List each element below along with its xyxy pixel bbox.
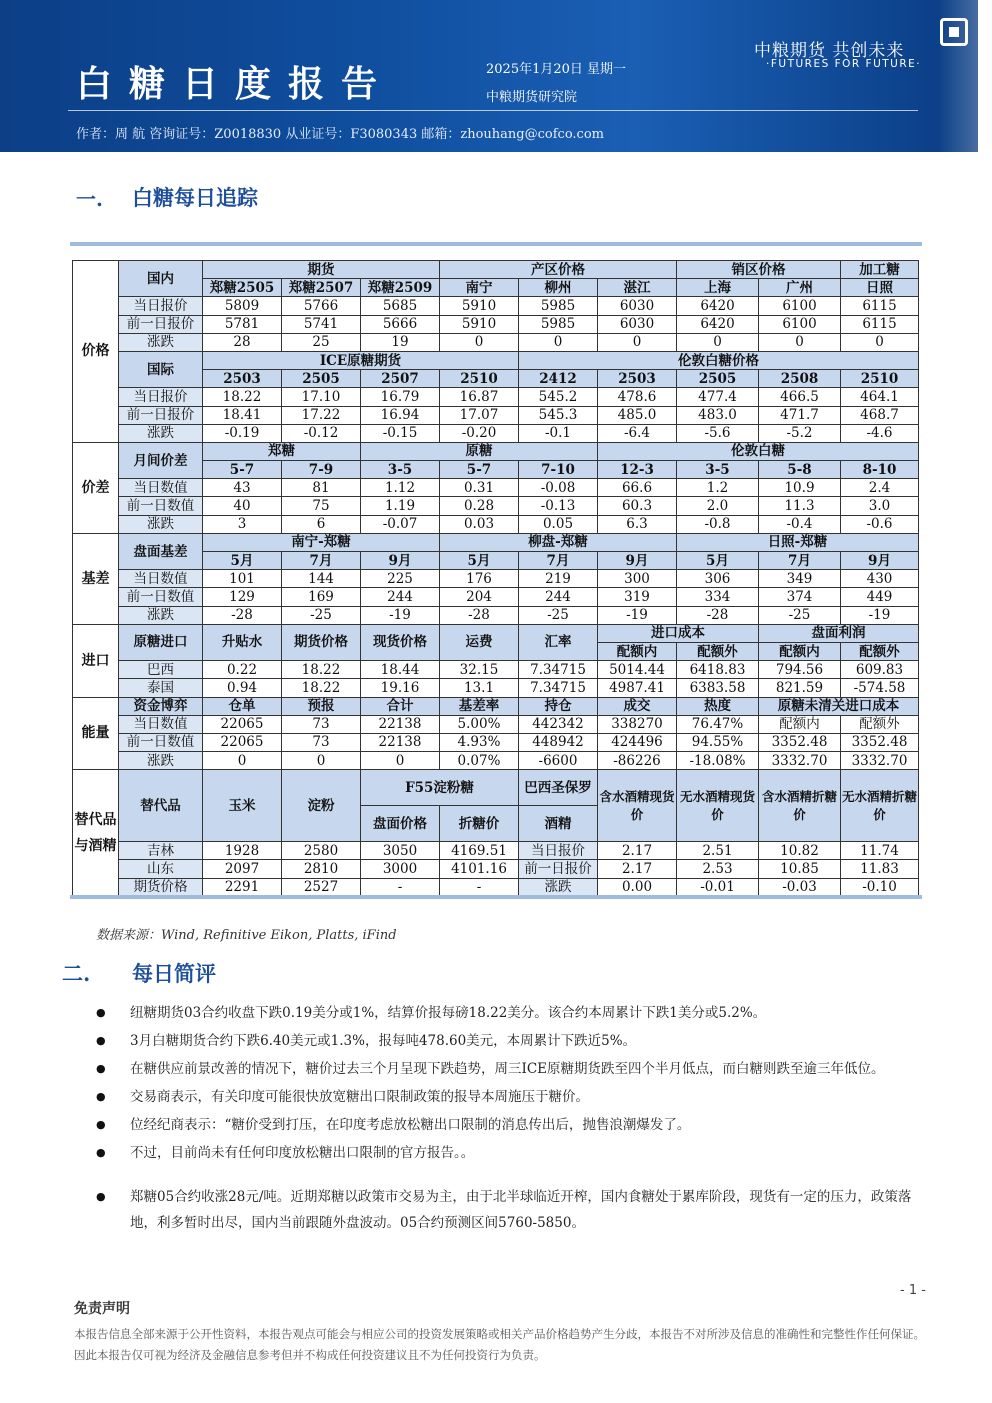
table-top-rule [70, 242, 922, 246]
col-header: 现货价格 [361, 624, 440, 660]
ice-raw-sugar-header: ICE原糖期货 [203, 351, 519, 369]
london-sugar-header: 伦敦白糖 [598, 442, 919, 460]
col-header: 2412 [519, 370, 598, 388]
col-header: 9月 [598, 552, 677, 570]
table-row: 前一日报价 18.41 17.22 16.94 17.07 545.3 485.0 483.0 471.7 468.7 [73, 406, 919, 424]
raw-sugar-header: 原糖 [361, 442, 598, 460]
col-header: 5月 [203, 552, 282, 570]
basis-label: 盘面基差 [119, 533, 203, 569]
company-logo-text: 中粮期货 共创未来 [754, 41, 905, 61]
col-header: 折糖价 [440, 806, 519, 842]
table-row: 前一日数值 22065 73 22138 4.93% 448942 424496 94.55% 3352.48 3352.48 [73, 733, 919, 751]
table-row: 当日数值 22065 73 22138 5.00% 442342 338270 76.47% 配额内 配额外 [73, 715, 919, 733]
col-header: 郑糖2507 [282, 279, 361, 297]
col-header: 5月 [440, 552, 519, 570]
list-item: ● 在糖供应前景改善的情况下，糖价过去三个月呈现下跌趋势，周三ICE原糖期货跌至四个半月低点，而白糖则跌至逾三年低位。 [96, 1056, 936, 1082]
company-slogan: ·FUTURES FOR FUTURE· [766, 58, 922, 70]
col-header: 持仓 [519, 697, 598, 715]
table-row: 涨跌 0 0 0 0.07% -6600 -86226 -18.08% 3332.70 3332.70 [73, 752, 919, 770]
col-header: 汇率 [519, 624, 598, 660]
col-header: 上海 [677, 279, 759, 297]
col-header: 7月 [519, 552, 598, 570]
liuzhou-basis-header: 柳盘-郑糖 [440, 533, 677, 551]
col-header: 2503 [598, 370, 677, 388]
col-header: 2508 [759, 370, 841, 388]
section-1-number: 一. [76, 187, 103, 211]
col-header: 2507 [361, 370, 440, 388]
table-row: 泰国 0.94 18.22 19.16 13.1 7.34715 4987.41 6383.58 821.59 -574.58 [73, 679, 919, 697]
category-spread: 价差 [73, 442, 119, 533]
table-row: 涨跌 3 6 -0.07 0.03 0.05 6.3 -0.8 -0.4 -0.6 [73, 515, 919, 533]
category-basis: 基差 [73, 533, 119, 624]
report-title: 白糖日度报告 [76, 63, 395, 105]
col-header: 玉米 [203, 770, 282, 842]
origin-price-header: 产区价格 [440, 261, 677, 279]
processed-sugar-header: 加工糖 [841, 261, 919, 279]
col-header: 南宁 [440, 279, 519, 297]
table-row: 前一日数值 40 75 1.19 0.28 -0.13 60.3 2.0 11.3 3.0 [73, 497, 919, 515]
import-cost-header: 进口成本 [598, 624, 759, 642]
table-row: 山东 2097 2810 3000 4101.16 前一日报价 2.17 2.53 10.85 11.83 [73, 860, 919, 878]
section-2-title: 每日简评 [132, 961, 216, 986]
col-header: 仓单 [203, 697, 282, 715]
substitutes-label: 替代品 [119, 770, 203, 842]
table-row: 当日报价 5809 5766 5685 5910 5985 6030 6420 6100 6115 [73, 297, 919, 315]
col-header: 无水酒精折糖价 [841, 770, 919, 842]
col-header: 合计 [361, 697, 440, 715]
zhengtang-header: 郑糖 [203, 442, 361, 460]
rizhao-basis-header: 日照-郑糖 [677, 533, 919, 551]
col-header: 2510 [440, 370, 519, 388]
col-header: 湛江 [598, 279, 677, 297]
col-header: 5-7 [203, 461, 282, 479]
category-price: 价格 [73, 261, 119, 443]
col-header: 配额外 [841, 642, 919, 660]
col-header: 7月 [282, 552, 361, 570]
col-header: 2503 [203, 370, 282, 388]
nanning-basis-header: 南宁-郑糖 [203, 533, 440, 551]
list-item: ● 3月白糖期货合约下跌6.40美元或1.3%，报每吨478.60美元，本周累计下跌近5%。 [96, 1028, 936, 1054]
col-header: 日照 [841, 279, 919, 297]
col-header: 升贴水 [203, 624, 282, 660]
page-number: - 1 - [900, 1283, 926, 1298]
col-header: 配额外 [677, 642, 759, 660]
company-logo-icon [940, 18, 968, 46]
disclaimer-text: 本报告信息全部来源于公开性资料，本报告观点可能会与相应公司的投资发展策略或相关产品价格趋势产生分歧，本报告不对所涉及信息的准确性和完整性作任何保证。因此本报告仅可视为经济及金融信息参考但并不构成任何投资建议且不为任何投资行为负责。 [74, 1327, 925, 1362]
col-header: 配额内 [759, 642, 841, 660]
international-label: 国际 [119, 351, 203, 387]
table-row: 巴西 0.22 18.22 18.44 32.15 7.34715 5014.44 6418.83 794.56 609.83 [73, 661, 919, 679]
table-row: 当日数值 101 144 225 176 219 300 306 349 430 [73, 570, 919, 588]
col-header: 盘面价格 [361, 806, 440, 842]
table-row: 吉林 1928 2580 3050 4169.51 当日报价 2.17 2.51 10.82 11.74 [73, 842, 919, 860]
col-header: 2505 [677, 370, 759, 388]
col-header: 8-10 [841, 461, 919, 479]
list-item: ● 位经纪商表示：“糖价受到打压，在印度考虑放松糖出口限制的消息传出后，抛售浪潮爆发了。 [96, 1112, 936, 1138]
brazil-header: 巴西圣保罗 [519, 770, 598, 806]
col-header: 5月 [677, 552, 759, 570]
col-header: 9月 [841, 552, 919, 570]
data-source: 数据来源：Wind, Refinitive Eikon, Platts, iFind [96, 928, 397, 943]
report-institute: 中粮期货研究院 [486, 90, 578, 105]
col-header: 2505 [282, 370, 361, 388]
sugar-tracking-table [72, 260, 919, 897]
header-divider [68, 110, 918, 111]
list-item: ● 交易商表示，有关印度可能很快放宽糖出口限制政策的报导本周施压于糖价。 [96, 1084, 936, 1110]
col-header: 郑糖2505 [203, 279, 282, 297]
report-date: 2025年1月20日 星期一 [486, 62, 627, 77]
commentary-list [96, 1000, 936, 1238]
table-row: 涨跌 28 25 19 0 0 0 0 0 0 [73, 333, 919, 351]
category-energy: 能量 [73, 697, 119, 770]
col-header: 含水酒精折糖价 [759, 770, 841, 842]
col-header: 7月 [759, 552, 841, 570]
table-row: 期货价格 2291 2527 - - 涨跌 0.00 -0.01 -0.03 -0.10 [73, 878, 919, 896]
category-substitutes: 替代品与酒精 [73, 770, 119, 897]
list-item: ● 不过，目前尚未有任何印度放松糖出口限制的官方报告。。 [96, 1140, 936, 1166]
col-header: 5-7 [440, 461, 519, 479]
list-item: ● 纽糖期货03合约收盘下跌0.19美分或1%，结算价报每磅18.22美分。该合约本周累计下跌1美分或5.2%。 [96, 1000, 936, 1026]
domestic-label: 国内 [119, 261, 203, 297]
list-item: ● 郑糖05合约收涨28元/吨。近期郑糖以政策市交易为主，由于北半球临近开榨，国内食糖处于累库阶段，现货有一定的压力，政策落地，利多暂时出尽，国内当前跟随外盘波动。05合约预测区间5760-5850。 [96, 1184, 936, 1236]
col-header: 期货价格 [282, 624, 361, 660]
col-header: 成交 [598, 697, 677, 715]
table-row: 前一日报价 5781 5741 5666 5910 5985 6030 6420 6100 6115 [73, 315, 919, 333]
disclaimer-title: 免责声明 [74, 1301, 130, 1317]
col-header: 7-10 [519, 461, 598, 479]
category-import: 进口 [73, 624, 119, 697]
capital-game-label: 资金博弈 [119, 697, 203, 715]
section-1-title: 白糖每日追踪 [132, 185, 258, 210]
table-row: 当日数值 43 81 1.12 0.31 -0.08 66.6 1.2 10.9 2.4 [73, 479, 919, 497]
col-header: 热度 [677, 697, 759, 715]
col-header: 5-8 [759, 461, 841, 479]
f55-header: F55淀粉糖 [361, 770, 519, 806]
col-header: 郑糖2509 [361, 279, 440, 297]
futures-header: 期货 [203, 261, 440, 279]
col-header: 柳州 [519, 279, 598, 297]
sales-price-header: 销区价格 [677, 261, 841, 279]
uncleared-import-cost-header: 原糖未清关进口成本 [759, 697, 919, 715]
futures-profit-header: 盘面利润 [759, 624, 919, 642]
col-header: 3-5 [677, 461, 759, 479]
table-row: 前一日数值 129 169 244 204 244 319 334 374 449 [73, 588, 919, 606]
col-header: 基差率 [440, 697, 519, 715]
col-header: 无水酒精现货价 [677, 770, 759, 842]
month-spread-label: 月间价差 [119, 442, 203, 478]
col-header: 酒精 [519, 806, 598, 842]
raw-import-label: 原糖进口 [119, 624, 203, 660]
author-line: 作者：周 航 咨询证号：Z0018830 从业证号：F3080343 邮箱：zhouhang@cofco.com [76, 127, 604, 142]
table-bottom-rule [70, 895, 922, 899]
header-banner [0, 0, 978, 152]
col-header: 7-9 [282, 461, 361, 479]
london-white-sugar-header: 伦敦白糖价格 [519, 351, 919, 369]
col-header: 9月 [361, 552, 440, 570]
col-header: 广州 [759, 279, 841, 297]
table-row: 涨跌 -28 -25 -19 -28 -25 -19 -28 -25 -19 [73, 606, 919, 624]
col-header: 12-3 [598, 461, 677, 479]
table-row: 当日报价 18.22 17.10 16.79 16.87 545.2 478.6 477.4 466.5 464.1 [73, 388, 919, 406]
col-header: 预报 [282, 697, 361, 715]
section-2-number: 二. [62, 961, 91, 986]
col-header: 淀粉 [282, 770, 361, 842]
col-header: 配额内 [598, 642, 677, 660]
col-header: 运费 [440, 624, 519, 660]
col-header: 2510 [841, 370, 919, 388]
col-header: 3-5 [361, 461, 440, 479]
col-header: 含水酒精现货价 [598, 770, 677, 842]
table-row: 涨跌 -0.19 -0.12 -0.15 -0.20 -0.1 -6.4 -5.6 -5.2 -4.6 [73, 424, 919, 442]
